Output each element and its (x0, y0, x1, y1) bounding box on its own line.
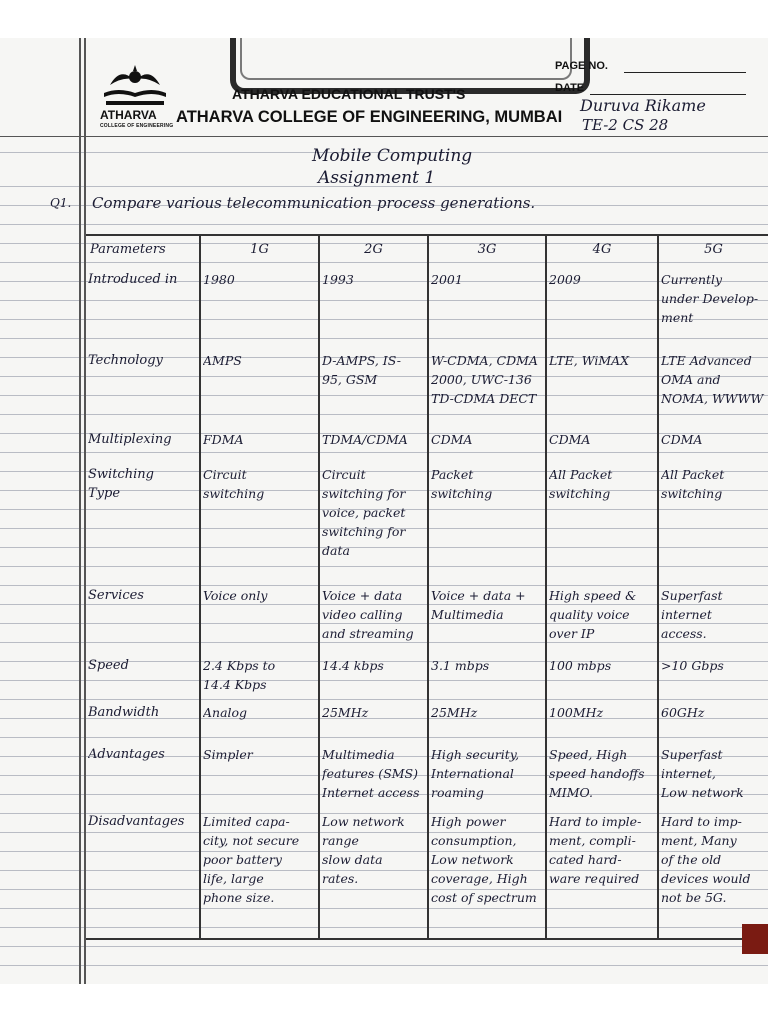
student-name: Duruva Rikame (580, 96, 706, 115)
table-column-line (199, 234, 201, 938)
table-header-line (86, 234, 768, 236)
table-cell: 100 mbps (549, 658, 612, 673)
table-cell: Analog (203, 705, 248, 720)
table-cell: Hard to imple- ment, compli- cated hard- ware required (549, 814, 642, 886)
table-column-line (657, 234, 659, 938)
table-cell: Low network range slow data rates. (322, 814, 405, 886)
table-cell: Multimedia features (SMS) Internet access (322, 747, 420, 800)
table-cell: AMPS (203, 353, 242, 368)
page-no-line (624, 72, 746, 73)
table-row-label: Services (88, 588, 144, 603)
title-assignment: Assignment 1 (318, 168, 436, 188)
table-row-label: Multiplexing (88, 432, 172, 447)
margin-line-left-2 (84, 38, 86, 984)
title-subject: Mobile Computing (312, 146, 473, 166)
table-cell: 100MHz (549, 705, 604, 720)
table-cell: All Packet switching (549, 467, 613, 501)
table-header-1g: 1G (250, 242, 269, 257)
table-cell: 60GHz (661, 705, 705, 720)
table-header-4g: 4G (592, 242, 612, 257)
question-number: Q1. (50, 196, 72, 210)
table-bottom-line (86, 938, 768, 940)
table-cell: Speed, High speed handoffs MIMO. (549, 747, 645, 800)
table-cell: Superfast internet access. (661, 588, 723, 641)
page-no-label: PAGE NO. (555, 60, 608, 72)
margin-line-left-1 (79, 38, 81, 984)
table-cell: CDMA (431, 432, 473, 447)
table-column-line (427, 234, 429, 938)
table-cell: 1993 (322, 272, 354, 287)
table-header-3g: 3G (477, 242, 497, 257)
table-row-label: Switching Type (88, 467, 154, 501)
table-cell: Limited capa- city, not secure poor battery life, large phone size. (203, 814, 300, 905)
table-row-label: Bandwidth (88, 705, 160, 720)
table-cell: 2001 (431, 272, 463, 287)
table-cell: CDMA (549, 432, 591, 447)
table-cell: LTE, WiMAX (549, 353, 630, 368)
trust-name: ATHARVA EDUCATIONAL TRUST'S (232, 86, 466, 102)
table-header-parameters: Parameters (90, 242, 166, 257)
date-line (590, 94, 746, 95)
page-corner-tab (742, 924, 768, 954)
table-cell: W-CDMA, CDMA 2000, UWC-136 TD-CDMA DECT (431, 353, 538, 406)
question-text: Compare various telecommunication process generations. (92, 194, 536, 212)
table-cell: Circuit switching for voice, packet switching for data (322, 467, 406, 558)
table-cell: Simpler (203, 747, 253, 762)
table-cell: High security, International roaming (431, 747, 520, 800)
table-row-label: Speed (88, 658, 129, 673)
table-cell: Hard to imp- ment, Many of the old devices would not be 5G. (661, 814, 751, 905)
table-cell: FDMA (203, 432, 244, 447)
table-cell: Superfast internet, Low network (661, 747, 744, 800)
header-rule (0, 136, 768, 137)
table-header-2g: 2G (364, 242, 383, 257)
table-cell: Currently under Develop- ment (661, 272, 759, 325)
table-cell: LTE Advanced OMA and NOMA, WWWW (661, 353, 764, 406)
table-row-label: Disadvantages (88, 814, 185, 829)
table-cell: 25MHz (322, 705, 369, 720)
student-class-roll: TE-2 CS 28 (582, 116, 669, 134)
table-column-line (545, 234, 547, 938)
table-cell: All Packet switching (661, 467, 725, 501)
table-cell: 3.1 mbps (431, 658, 490, 673)
date-label: DATE (555, 82, 585, 94)
table-cell: 25MHz (431, 705, 478, 720)
table-cell: CDMA (661, 432, 703, 447)
logo-subtext: COLLEGE OF ENGINEERING (100, 123, 174, 129)
table-cell: TDMA/CDMA (322, 432, 408, 447)
table-cell: Voice only (203, 588, 268, 603)
college-name: ATHARVA COLLEGE OF ENGINEERING, MUMBAI (176, 108, 563, 126)
table-cell: >10 Gbps (661, 658, 724, 673)
notebook-page (0, 38, 768, 984)
table-cell: 14.4 kbps (322, 658, 384, 673)
table-cell: Circuit switching (203, 467, 265, 501)
table-cell: 2.4 Kbps to 14.4 Kbps (203, 658, 276, 692)
table-row-label: Introduced in (88, 272, 178, 287)
table-header-5g: 5G (704, 242, 723, 257)
table-cell: Voice + data + Multimedia (431, 588, 526, 622)
table-cell: High speed & quality voice over IP (549, 588, 637, 641)
table-cell: Voice + data video calling and streaming (322, 588, 414, 641)
table-column-line (318, 234, 320, 938)
logo-wordmark: ATHARVA (100, 108, 157, 122)
table-cell: High power consumption, Low network coverage, High cost of spectrum (431, 814, 537, 905)
table-row-label: Technology (88, 353, 163, 368)
table-row-label: Advantages (88, 747, 165, 762)
college-logo-icon (100, 63, 170, 109)
table-cell: 1980 (203, 272, 235, 287)
table-cell: Packet switching (431, 467, 493, 501)
table-cell: D-AMPS, IS- 95, GSM (322, 353, 401, 387)
table-cell: 2009 (549, 272, 581, 287)
